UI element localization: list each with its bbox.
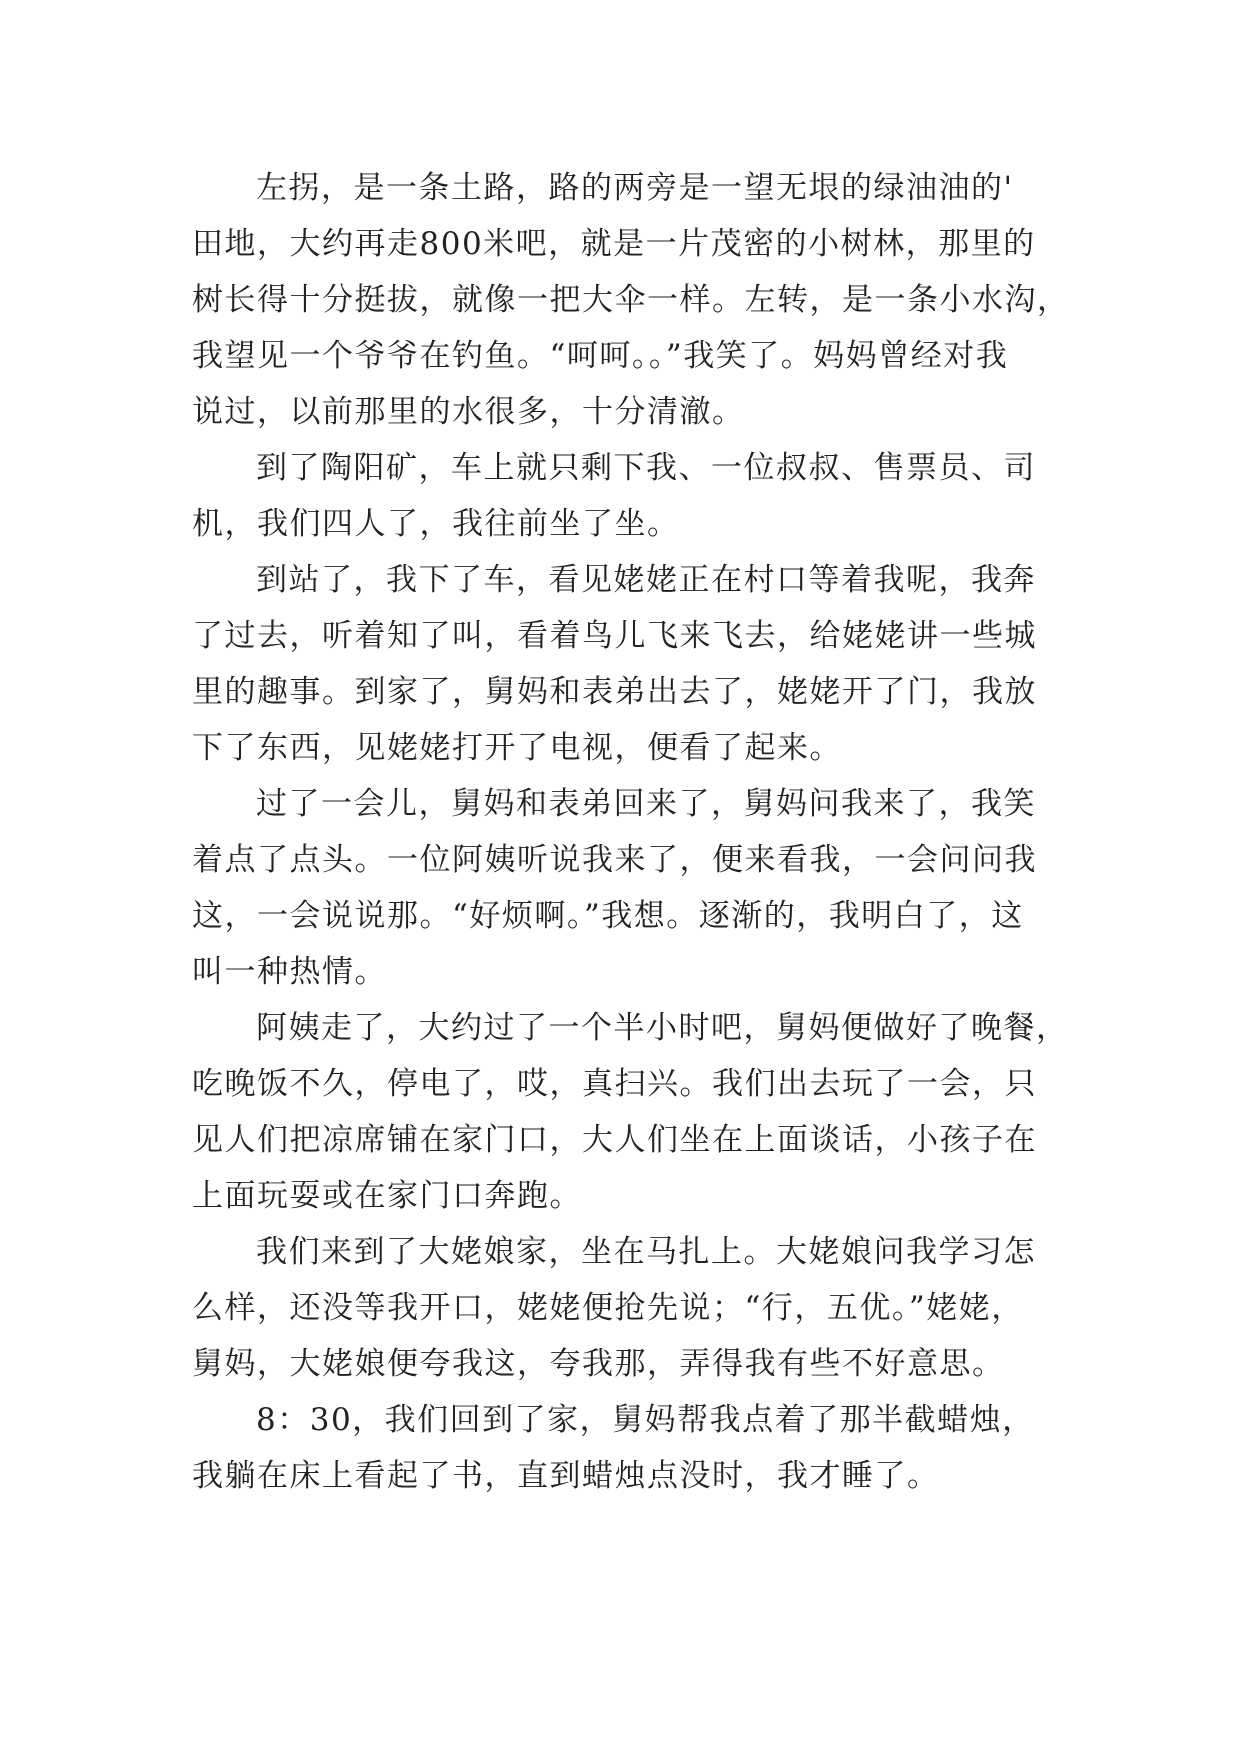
paragraph-6 — [192, 1224, 1052, 1392]
text-line: 吃晚饭不久，停电了，哎，真扫兴。我们出去玩了一会，只 — [192, 1066, 1037, 1102]
text-line: 阿姨走了，大约过了一个半小时吧，舅妈便做好了晚餐， — [256, 1010, 1069, 1046]
text-line: 上面玩耍或在家门口奔跑。 — [192, 1178, 582, 1214]
paragraph-2 — [192, 440, 1052, 552]
paragraph-3 — [192, 552, 1052, 776]
text-line: 叫一种热情。 — [192, 954, 387, 990]
text-line: 么样，还没等我开口，姥姥便抢先说；“行，五优。”姥姥， — [192, 1290, 1024, 1326]
paragraph-5 — [192, 1000, 1069, 1224]
text-line: 舅妈，大姥娘便夸我这，夸我那，弄得我有些不好意思。 — [192, 1346, 1005, 1382]
text-line: 树长得十分挺拔，就像一把大伞一样。左转，是一条小水沟， — [192, 282, 1070, 318]
text-line: 我望见一个爷爷在钓鱼。“呵呵。。”我笑了。妈妈曾经对我 — [192, 338, 1009, 374]
document-body — [192, 160, 1070, 1504]
text-line: 里的趣事。到家了，舅妈和表弟出去了，姥姥开了门，我放 — [192, 674, 1037, 710]
text-line: 田地，大约再走800米吧，就是一片茂密的小树林，那里的 — [192, 226, 1036, 262]
text-line: 过了一会儿，舅妈和表弟回来了，舅妈问我来了，我笑 — [256, 786, 1036, 822]
text-line: 下了东西，见姥姥打开了电视，便看了起来。 — [192, 730, 842, 766]
text-line: 我们来到了大姥娘家，坐在马扎上。大姥娘问我学习怎 — [256, 1234, 1036, 1270]
text-line: 我躺在床上看起了书，直到蜡烛点没时，我才睡了。 — [192, 1458, 940, 1494]
text-line: 见人们把凉席铺在家门口，大人们坐在上面谈话，小孩子在 — [192, 1122, 1037, 1158]
text-line: 左拐，是一条土路，路的两旁是一望无垠的绿油油的' — [256, 170, 1014, 206]
text-line: 到了陶阳矿，车上就只剩下我、一位叔叔、售票员、司 — [256, 450, 1036, 486]
text-line: 了过去，听着知了叫，看着鸟儿飞来飞去，给姥姥讲一些城 — [192, 618, 1037, 654]
text-line: 机，我们四人了，我往前坐了坐。 — [192, 506, 680, 542]
text-line: 说过，以前那里的水很多，十分清澈。 — [192, 394, 745, 430]
paragraph-7 — [192, 1392, 1052, 1504]
text-line: 到站了，我下了车，看见姥姥正在村口等着我呢，我奔 — [256, 562, 1036, 598]
text-line: 8：30，我们回到了家，舅妈帮我点着了那半截蜡烛， — [256, 1402, 1035, 1438]
paragraph-4 — [192, 776, 1052, 1000]
paragraph-1 — [192, 160, 1070, 440]
text-line: 着点了点头。一位阿姨听说我来了，便来看我，一会问问我 — [192, 842, 1037, 878]
text-line: 这，一会说说那。“好烦啊。”我想。逐渐的，我明白了，这 — [192, 898, 1024, 934]
